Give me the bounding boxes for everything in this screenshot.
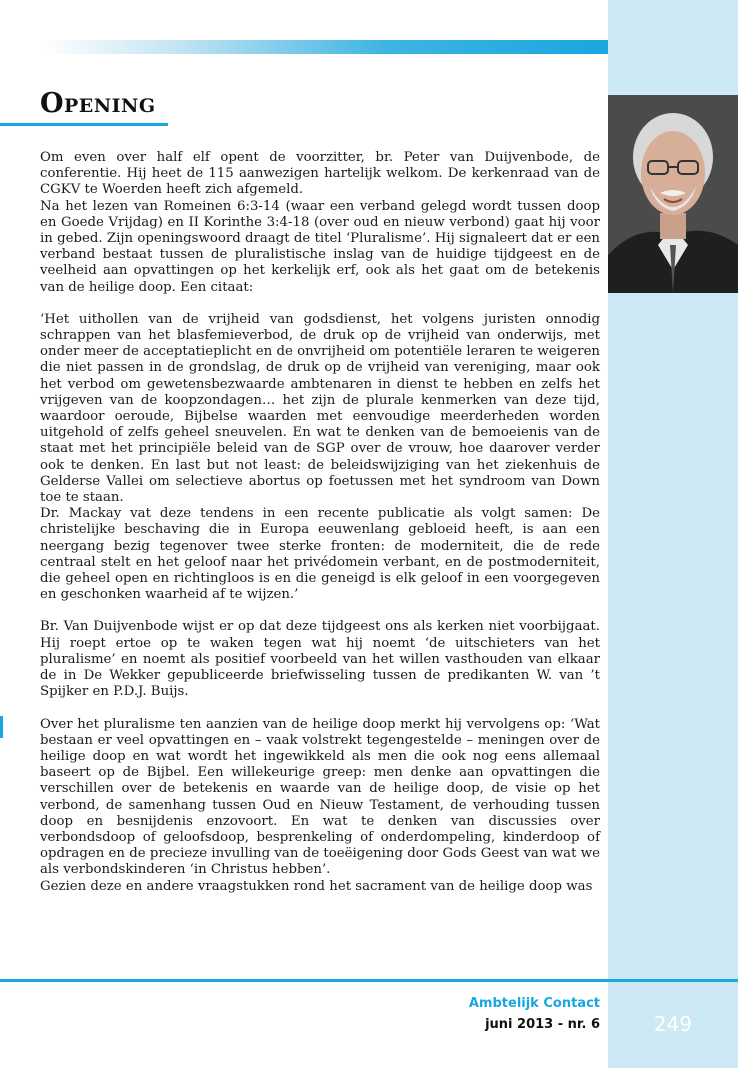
article-body [40,150,600,895]
page-number: 249 [653,1012,693,1036]
header-gradient-bar [44,40,608,54]
margin-marker [0,716,3,738]
issue-date: juni 2013 - nr. 6 [485,1017,600,1032]
footer-rule [0,979,738,982]
magazine-name: Ambtelijk Contact [468,996,600,1011]
paragraph: Na het lezen van Romeinen 6:3-14 (waar een verband gelegd wordt tussen doop en Goede Vrijdag) en II Korinthe 3:4-18 (over oud en nieuw verbond) gaat hij voor in gebed. Zijn openingswoord draagt de titel ‘Pluralisme’. Hij signaleert dat er een verband bestaat tussen de pluralistische inslag van de huidige tijdgeest en de veelheid aan opvattingen op het kerkelijk erf, ook als het gaat om de betekenis van de heilige doop. Een citaat: [40,198,600,295]
portrait-illustration [608,95,738,293]
paragraph: Br. Van Duijvenbode wijst er op dat deze tijdgeest ons als kerken niet voorbijgaat. Hij roept ertoe op te waken tegen wat hij noemt ‘de uitschieters van het pluralisme’ en noemt als positief voorbeeld van het willen vasthouden van elkaar de in De Wekker gepubliceerde briefwisseling tussen de predikanten W. van ’t Spijker en P.D.J. Buijs. [40,619,600,700]
speaker-portrait [608,95,738,293]
paragraph: Over het pluralisme ten aanzien van de heilige doop merkt hij vervolgens op: ‘Wat bestaan er veel opvattingen en – vaak volstrekt tegengestelde – meningen over de heilige doop en wat wordt het ingewikkeld als men die ook nog eens allemaal baseert op de Bijbel. Een willekeurige greep: men denke aan opvattingen die verschillen over de betekenis en waarde van de heilige doop, de visie op het verbond, de samenhang tussen Oud en Nieuw Testament, de verhouding tussen doop en besnijdenis enzovoort. En wat te denken van discussies over verbondsdoop of geloofsdoop, besprenkeling of onderdompeling, kinderdoop of opdragen en de precieze invulling van de toeëigening door Gods Geest van wat we als verbondskinderen ‘in Christus hebben’. [40,716,600,878]
title-underline [0,123,168,126]
paragraph: Om even over half elf opent de voorzitter, br. Peter van Duijvenbode, de conferentie. Hij heet de 115 aanwezigen hartelijk welkom. De kerkenraad van de CGKV te Woerden heeft zich afgemeld. [40,150,600,198]
quote-paragraph: Dr. Mackay vat deze tendens in een recente publicatie als volgt samen: De christelijke beschaving die in Europa eeuwenlang gebloeid heeft, is aan een neergang bezig tegenover twee sterke fronten: de moderniteit, die de rede centraal stelt en het geloof naar het privédomein verbant, en de postmoderniteit, die geheel open en richtingloos is en die geneigd is elk geloof in een voorgegeven en geschonken waarheid af te wijzen.’ [40,506,600,603]
quote-paragraph: ‘Het uithollen van de vrijheid van godsdienst, het volgens juristen onnodig schrappen van het blasfemieverbod, de druk op de vrijheid van onderwijs, met onder meer de acceptatieplicht en de onvrijheid om potentiële leraren te weigeren die niet passen in de grondslag, de druk op de vrijheid van vereniging, maar ook het verbod om gewetensbezwaarde ambtenaren in dienst te hebben en zelfs het vrijgeven van de koopzondagen… het zijn de plurale kenmerken van deze tijd, waardoor oeroude, Bijbelse waarden met eenvoudige meerderheden worden uitgehold of zelfs geheel sneuvelen. En wat te denken van de bemoeienis van de staat met het principiële beleid van de SGP over de vrouw, hoe daarover verder ook te denken. En last but not least: de beleidswijziging van het ziekenhuis de Gelderse Vallei om selectieve abortus op foetussen met het syndroom van Down toe te staan. [40,311,600,506]
article-title: Opening [40,88,156,119]
paragraph: Gezien deze en andere vraagstukken rond het sacrament van de heilige doop was [40,878,593,894]
